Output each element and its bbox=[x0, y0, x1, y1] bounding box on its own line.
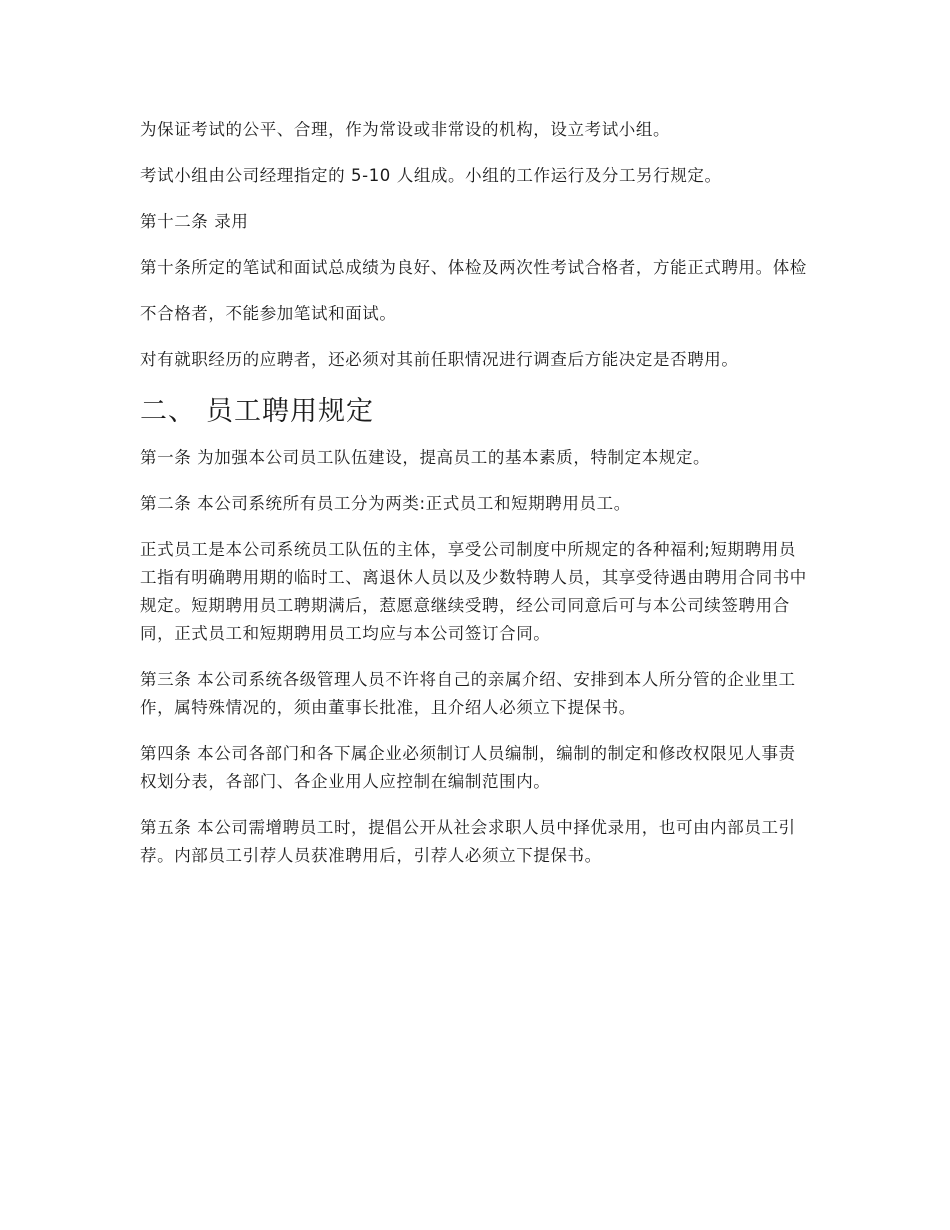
paragraph-background-check: 对有就职经历的应聘者，还必须对其前任职情况进行调查后方能决定是否聘用。 bbox=[140, 350, 739, 369]
article-2: 第二条 本公司系统所有员工分为两类:正式员工和短期聘用员工。 bbox=[140, 494, 631, 513]
article-5: 第五条 本公司需增聘员工时，提倡公开从社会求职人员中择优录用，也可由内部员工引荐。内部员工引荐人员获准聘用后，引荐人必须立下提保书。 bbox=[140, 818, 796, 865]
article-3: 第三条 本公司系统各级管理人员不许将自己的亲属介绍、安排到本人所分管的企业里工作，属特殊情况的，须由董事长批准，且介绍人必须立下提保书。 bbox=[140, 670, 796, 717]
section-title: 员工聘用规定 bbox=[206, 396, 374, 427]
article-12-heading: 第十二条 录用 bbox=[140, 212, 249, 231]
section-number: 二、 bbox=[140, 396, 196, 427]
section-heading bbox=[140, 392, 812, 432]
article-1: 第一条 为加强本公司员工队伍建设，提高员工的基本素质，特制定本规定。 bbox=[140, 448, 711, 467]
paragraph-health-check-fail: 不合格者，不能参加笔试和面试。 bbox=[140, 304, 397, 323]
paragraph-employee-types: 正式员工是本公司系统员工队伍的主体，享受公司制度中所规定的各种福利;短期聘用员工指有明确聘用期的临时工、离退休人员以及少数特聘人员，其享受待遇由聘用合同书中规定。短期聘用员工聘期满后，惹愿意继续受聘，经公司同意后可与本公司续签聘用合同，正式员工和短期聘用员工均应与本公司签订合同。 bbox=[140, 540, 807, 643]
document-body bbox=[140, 116, 812, 888]
paragraph-exam-group: 为保证考试的公平、合理，作为常设或非常设的机构，设立考试小组。 bbox=[140, 120, 671, 139]
paragraph-hiring-criteria: 第十条所定的笔试和面试总成绩为良好、体检及两次性考试合格者，方能正式聘用。体检 bbox=[140, 258, 807, 277]
paragraph-exam-group-members: 考试小组由公司经理指定的 5-10 人组成。小组的工作运行及分工另行规定。 bbox=[140, 166, 722, 185]
article-4: 第四条 本公司各部门和各下属企业必须制订人员编制，编制的制定和修改权限见人事责权划分表，各部门、各企业用人应控制在编制范围内。 bbox=[140, 744, 796, 791]
